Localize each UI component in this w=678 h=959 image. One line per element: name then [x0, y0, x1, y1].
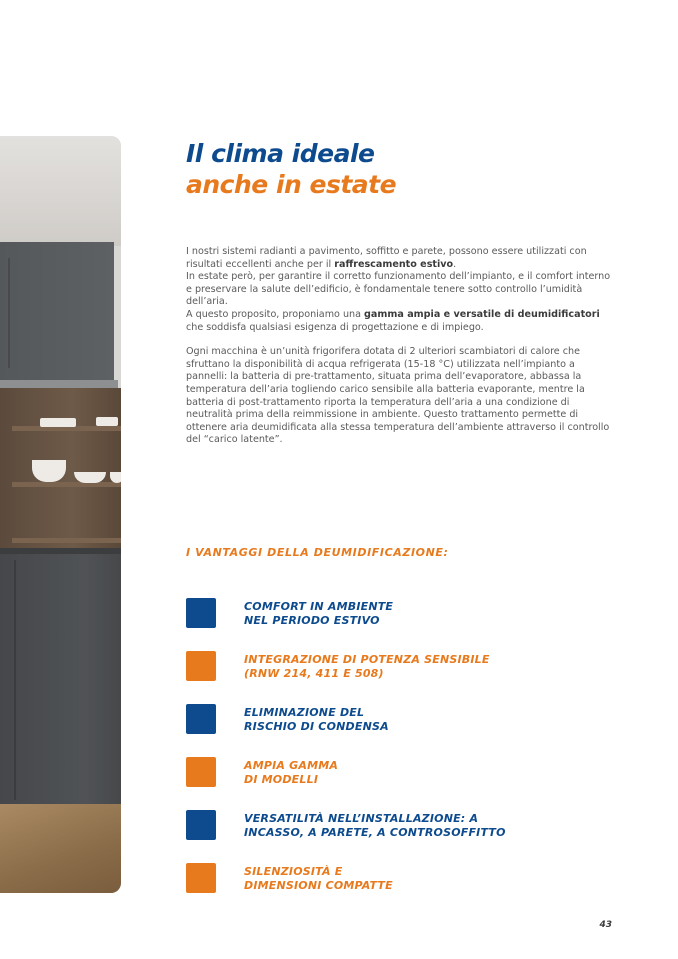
intro-text	[186, 246, 616, 447]
orange-square-icon	[186, 757, 216, 787]
intro-p3-bold: gamma ampia e versatile di deumidificatori	[364, 308, 600, 320]
intro-p3-end: che soddisfa qualsiasi esigenza di progettazione e di impiego.	[186, 321, 484, 333]
intro-paragraph-4: Ogni macchina è un’unità frigorifera dotata di 2 ulteriori scambiatori di calore che sfruttano la disponibilità di acqua refrigerata (15-18 °C) utilizzata nell’impianto a pannelli: la batteria di pre-trattamento, situata prima dell’evaporatore, abbassa la temperatura dell’aria togliendo carico sensibile alla batteria evaporante, mentre la batteria di post-trattamento riporta la temperatura dell’aria a una condizione di neutralità prima della reimmissione in ambiente. Questo trattamento permette di ottenere aria deumidificata alla stessa temperatura dell’ambiente attraverso il controllo del “carico latente”.	[186, 346, 610, 446]
advantage-item	[186, 651, 626, 704]
advantage-text: INTEGRAZIONE DI POTENZA SENSIBILE (RNW 214, 411 E 508)	[244, 653, 490, 680]
advantage-item	[186, 863, 626, 916]
advantage-item	[186, 757, 626, 810]
orange-square-icon	[186, 863, 216, 893]
advantages-heading: I VANTAGGI DELLA DEUMIDIFICAZIONE:	[186, 546, 449, 559]
blue-square-icon	[186, 704, 216, 734]
orange-square-icon	[186, 651, 216, 681]
advantage-item	[186, 598, 626, 651]
intro-p1-text: I nostri sistemi radianti a pavimento, soffitto e parete, possono essere utilizzati con risultati eccellenti anche per il	[186, 246, 587, 270]
advantage-text: ELIMINAZIONE DEL RISCHIO DI CONDENSA	[244, 706, 389, 733]
intro-paragraph-2: In estate però, per garantire il corretto funzionamento dell’impianto, e il comfort interno e preservare la salute dell’edificio, è fondamentale tenere sotto controllo l’umidità dell’aria.	[186, 271, 611, 308]
intro-p1-end: .	[453, 258, 457, 270]
advantage-text: SILENZIOSITÀ E DIMENSIONI COMPATTE	[244, 865, 393, 892]
page-title	[186, 138, 396, 200]
page-number: 43	[599, 920, 612, 930]
title-line-2: anche in estate	[186, 170, 397, 199]
advantage-text: AMPIA GAMMA DI MODELLI	[244, 759, 339, 786]
advantage-text: COMFORT IN AMBIENTE NEL PERIODO ESTIVO	[244, 600, 394, 627]
intro-paragraph-1	[186, 246, 616, 271]
blue-square-icon	[186, 598, 216, 628]
intro-paragraph-3	[186, 309, 616, 334]
advantage-item	[186, 704, 626, 757]
advantage-item	[186, 810, 626, 863]
kitchen-photo	[0, 136, 121, 893]
intro-p1-bold: raffrescamento estivo	[334, 258, 454, 270]
intro-p3-text: A questo proposito, proponiamo una	[186, 308, 365, 320]
advantage-text: VERSATILITÀ NELL’INSTALLAZIONE: A INCASSO, A PARETE, A CONTROSOFFITTO	[244, 812, 506, 839]
advantages-list	[186, 598, 626, 916]
blue-square-icon	[186, 810, 216, 840]
title-line-1: Il clima ideale	[186, 139, 375, 168]
